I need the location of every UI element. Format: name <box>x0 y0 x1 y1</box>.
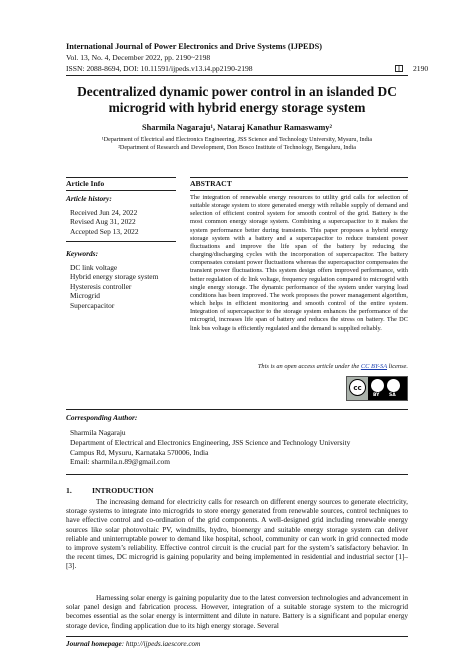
article-history-label: Article history: <box>66 194 112 203</box>
section-number: 1. <box>66 486 72 495</box>
abstract-rule <box>190 190 408 191</box>
corresponding-address: Campus Rd, Mysuru, Karnataka 570006, India <box>70 447 209 457</box>
keywords-list <box>70 263 158 310</box>
article-info-heading: Article Info <box>66 179 105 188</box>
title-line-1: Decentralized dynamic power control in an islanded DC <box>77 84 397 99</box>
corresponding-details <box>70 428 350 467</box>
keyword-item: Microgrid <box>70 291 100 301</box>
affiliation-1: ¹Department of Electrical and Electronics Engineering, JSS Science and Technology University, Mysuru, India <box>101 137 373 143</box>
homepage-label: Journal homepage <box>66 640 122 648</box>
corresponding-name: Sharmila Nagaraju <box>70 428 126 437</box>
intro-paragraph-2: Harnessing solar energy is gaining popularity due to the latest conversion technologies and advancement in solar panel design and fabrication process. However, integration of a suitable storage system to the microgrid becomes essential as the solar energy is intermittent and dilute in nature. Battery is a significant and popular energy storage device, finding application due to its high energy storage. Several <box>66 594 408 630</box>
intro-paragraph-1: The increasing demand for electricity calls for research on different energy sources to generate electricity, storage systems to integrate into microgrids to store energy generated from renewable sources, control techniques to have effective control and co-ordination of the grid components. A well-designed grid including renewable energy sources like solar photovoltaic PV, windmills, hydro, bioenergy and suitable energy storage system can deliver reliable and uninterruptable power to demand like hospital, school, community or can work in grid connected mode to improve system’s reliability. Effective control circuit is the crucial part for the system’s satisfactory behavior. In the recent times, DC microgrid is gaining popularity and being implemented in residential and industrial sector [1]–[3]. <box>66 498 408 571</box>
corresponding-email: Email: sharmila.n.89@gmail.com <box>70 457 170 467</box>
cc-by-sa-badge[interactable] <box>346 376 408 401</box>
paper-title <box>66 84 408 116</box>
corresponding-department: Department of Electrical and Electronics Engineering, JSS Science and Technology University <box>70 437 351 447</box>
keyword-item: Hybrid energy storage system <box>70 272 159 282</box>
cc-sa-label: SA <box>389 393 396 398</box>
journal-homepage <box>66 640 200 648</box>
article-history <box>70 208 139 236</box>
cc-by-label: BY <box>373 393 380 398</box>
corresponding-bottom-rule <box>66 474 408 475</box>
footer-rule <box>66 636 408 637</box>
open-access-suffix: license. <box>387 363 408 370</box>
corresponding-heading: Corresponding Author: <box>66 413 138 422</box>
abstract-heading: ABSTRACT <box>190 179 232 188</box>
section-title: INTRODUCTION <box>92 486 154 495</box>
affiliation-2: ²Department of Research and Development, Don Bosco Institute of Technology, Bengaluru, India <box>118 145 356 151</box>
keywords-rule <box>66 241 176 242</box>
abstract-body: The integration of renewable energy resources to utility grid calls for selection of suitable storage system to store generated energy with reliable supply of demand and selection of efficient control system for smooth control of the grid. Battery is the most common energy storage system. Combining a supercapacitor to it makes the system performance better during transients. This paper proposes a hybrid energy storage system with a battery and a supercapacitor to reduce transient power fluctuations and improve the life span of the battery by reducing the charging/discharging cycles with the incorporation of supercapacitor. The battery compensates constant power fluctuations whereas the supercapacitor compensates the transient power fluctuations. This system design offers improved performance, with better regulation of dc link voltage, frequency regulation compared to microgrid with single energy storage. The dynamic performance of the system under varying load conditions has been improved. The work proposes the power management algorithm, which helps in efficient monitoring and smooth control of the entire system. Integration of supercapacitor to the storage system enhances the performance of the microgrid, increases life span of battery and reduces the stress on battery. The DC link bus voltage is efficiently regulated and the demand is supplied reliably. <box>190 194 408 332</box>
journal-name: International Journal of Power Electronics and Drive Systems (IJPEDS) <box>66 42 322 51</box>
cc-by-sa-link[interactable]: CC BY-SA <box>360 363 388 370</box>
history-revised: Revised Aug 31, 2022 <box>70 217 136 227</box>
article-info-top-rule <box>66 177 176 178</box>
article-info-rule <box>66 190 176 191</box>
abstract-top-rule <box>190 177 408 178</box>
title-line-2: microgrid with hybrid energy storage system <box>108 100 366 115</box>
homepage-url[interactable]: : http://ijpeds.iaescore.com <box>121 640 201 648</box>
issn-doi: ISSN: 2088-8694, DOI: 10.11591/ijpeds.v13.i4.pp2190-2198 <box>66 64 253 73</box>
book-icon <box>395 65 403 72</box>
cc-logo-icon: cc <box>349 379 366 396</box>
introduction-heading <box>66 486 154 495</box>
open-access-prefix: This is an open access article under the <box>257 363 361 370</box>
keyword-item: Hysteresis controller <box>70 281 132 291</box>
attribution-icon <box>371 379 384 392</box>
open-access-statement <box>190 363 408 370</box>
share-alike-icon <box>387 379 400 392</box>
keyword-item: DC link voltage <box>70 263 118 272</box>
author-list: Sharmila Nagaraju¹, Nataraj Kanathur Ramaswamy² <box>142 123 332 132</box>
keyword-item: Supercapacitor <box>70 300 115 310</box>
corresponding-top-rule <box>66 409 408 410</box>
history-received: Received Jun 24, 2022 <box>70 208 138 217</box>
history-accepted: Accepted Sep 13, 2022 <box>70 226 139 236</box>
page-number-block <box>395 64 428 73</box>
volume-info: Vol. 13, No. 4, December 2022, pp. 2190~2198 <box>66 53 211 62</box>
page-number: 2190 <box>413 64 429 73</box>
header-divider <box>66 75 408 76</box>
keywords-label: Keywords: <box>66 249 99 258</box>
